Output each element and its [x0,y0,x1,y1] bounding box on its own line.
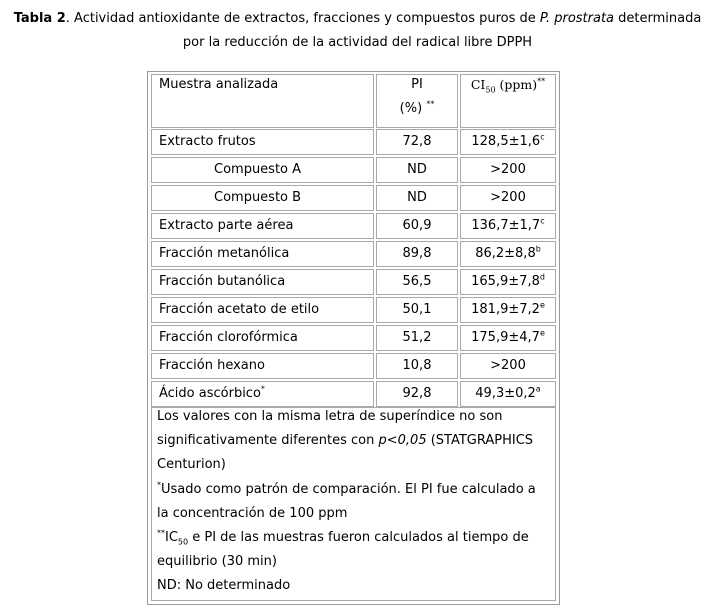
ci-letter: c [540,216,545,226]
ci-value: >200 [490,358,526,373]
table-row-pi: ND [407,190,427,205]
ci-value: 181,9±7,2 [471,302,540,317]
note-1-pvalue: p<0,05 [378,433,427,449]
sample-mark: * [260,384,265,394]
ci-value: 165,9±7,8 [471,274,540,289]
table-row-sample [159,270,285,294]
ci-letter: c [540,132,545,142]
ci-letter: d [539,272,545,282]
sample-name: Fracción metanólica [159,246,290,261]
caption-text-b: determinada [614,11,702,26]
table-row-ci [460,270,556,294]
sample-name: Fracción acetato de etilo [159,302,320,317]
note-3-mark: ** [157,528,165,538]
table-row-sample [159,214,293,238]
table-row-sample [159,242,289,266]
header-ci-mark: ** [537,76,546,86]
table-row-sample [159,382,265,406]
ci-value: 128,5±1,6 [471,134,541,149]
ci-value: >200 [490,190,526,205]
note-3-line-2: equilibrio (30 min) [157,554,277,570]
sample-name: Fracción hexano [159,358,265,373]
table-row-sample [159,130,256,154]
table-row-ci [460,242,556,266]
table-row-pi: 50,1 [402,302,432,317]
header-pi-line2 [376,97,458,121]
note-1-line-2 [157,429,552,453]
note-4: ND: No determinado [157,578,291,594]
sample-name: Compuesto A [214,162,302,177]
sample-name: Extracto parte aérea [159,218,294,233]
note-3-ic: IC [165,530,178,546]
ci-letter: b [535,244,541,254]
ci-letter: e [539,328,545,338]
table-row-pi: ND [407,162,427,177]
note-1-software: (STATGRAPHICS [426,433,534,449]
table-row-sample [159,326,298,350]
header-pi-mark: ** [426,99,435,109]
note-2-line-1 [157,478,552,502]
sample-name: Ácido ascórbico [159,386,261,401]
table-row-sample [214,158,301,182]
ci-value: 49,3±0,2 [475,386,536,401]
note-3-sub: 50 [177,537,189,547]
table-row-ci [460,354,556,378]
sample-name: Compuesto B [214,190,302,205]
table-row-ci [460,130,556,154]
note-3-text: e PI de las muestras fueron calculados al tiempo de [188,530,529,546]
ci-value: 175,9±4,7 [471,330,540,345]
table-row-ci [460,298,556,322]
header-ci [460,73,556,97]
table-row-sample [159,298,319,322]
table-row-sample [214,186,301,210]
table-row-sample [159,354,265,378]
table-row-ci [460,214,556,238]
caption-line-1 [0,7,715,31]
caption-line-2: por la reducción de la actividad del radical libre DPPH [182,35,533,50]
ci-value: >200 [490,162,526,177]
table-row-pi: 56,5 [402,274,432,289]
table-caption [0,7,715,55]
table-row-pi: 92,8 [402,386,432,401]
note-2-text: Usado como patrón de comparación. El PI fue calculado a [161,481,536,497]
note-1-line-1: Los valores con la misma letra de superíndice no son [157,409,503,424]
table-row-pi: 72,8 [402,134,432,149]
table-row-pi: 89,8 [402,246,432,261]
note-1-text: significativamente diferentes con [157,433,379,449]
table-row-pi: 51,2 [402,330,432,345]
sample-name: Fracción butanólica [159,274,286,289]
table-row-ci [460,382,556,406]
table-row-pi: 60,9 [402,218,432,233]
table-row-ci [460,326,556,350]
notes [157,405,552,599]
caption-species: P. prostrata [539,11,615,26]
sample-name: Fracción clorofórmica [159,330,298,345]
sample-name: Extracto frutos [159,134,256,149]
caption-text-a: . Actividad antioxidante de extractos, fracciones y compuestos puros de [65,11,540,26]
ci-value: 86,2±8,8 [475,246,536,261]
note-1-line-3: Centurion) [157,457,226,473]
note-3-line-1 [157,526,552,550]
header-pi-line1: PI [411,77,423,92]
table-row-pi: 10,8 [402,358,432,373]
header-sample: Muestra analizada [159,77,279,92]
ci-value: 136,7±1,7 [471,218,541,233]
table-row-ci [460,158,556,182]
ci-letter: a [535,384,541,394]
table-row-ci [460,186,556,210]
header-ci-label: CI [470,77,486,92]
header-pi-unit: (%) [399,101,423,116]
header-ci-unit: (ppm) [495,77,538,92]
caption-label: Tabla 2 [13,11,66,26]
note-2-line-2: la concentración de 100 ppm [157,505,348,521]
header-ci-sub: 50 [485,85,496,95]
ci-letter: e [539,300,545,310]
note-2-mark: * [157,480,161,490]
